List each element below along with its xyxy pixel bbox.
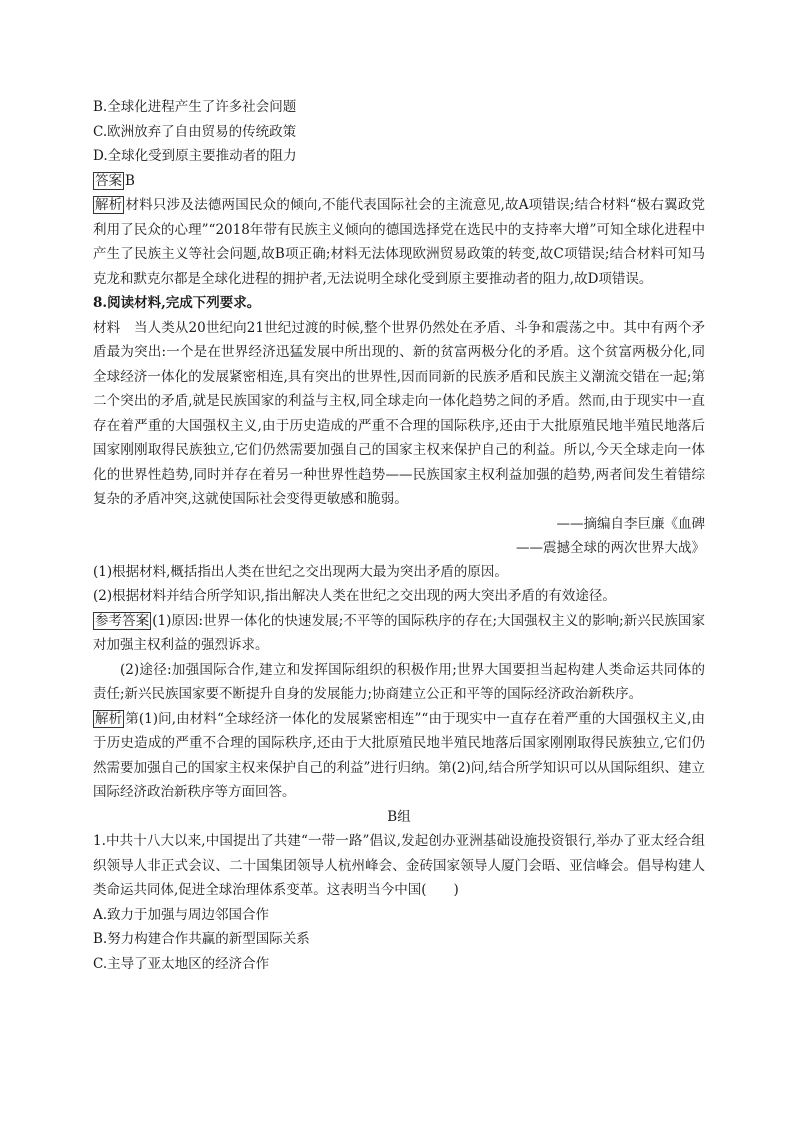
analysis-text: 材料只涉及法德两国民众的倾向,不能代表国际社会的主流意见,故A项错误;结合材料“极右翼政党利用了民众的心理”“2018年带有民族主义倾向的德国选择党在选民中的支持率大增”可知全球化进程中产生了民族主义等社会问题,故B项正确;材料无法体现欧洲贸易政策的转变,故C项错误;结合材料可知马克龙和默克尔都是全球化进程的拥护者,无法说明全球化受到原主要推动者的阻力,故D项错误。 [93,197,706,287]
answer-value: B [125,172,135,189]
material-text: 当人类从20世纪向21世纪过渡的时候,整个世界仍然处在矛盾、斗争和震荡之中。其中有两个矛盾最为突出:一个是在世界经济迅猛发展中所出现的、新的贫富两极分化的矛盾。这个贫富两极分化,同全球经济一体化的发展紧密相连,具有突出的世界性,因而同新的民族矛盾和民族主义潮流交错在一起;第二个突出的矛盾,就是民族国家的利益与主权,同全球走向一体化趋势之间的矛盾。然而,由于现实中一直存在着严重的大国强权主义,由于历史造成的严重不合理的国际秩序,还由于大批原殖民地半殖民地落后国家刚刚取得民族独立,它们仍然需要加强自己的国家主权来保护自己的利益。所以,今天全球走向一体化的世界性趋势,同时并存在着另一种世界性趋势——民族国家主权利益加强的趋势,两者间发生着错综复杂的矛盾冲突,这就使国际社会变得更敏感和脆弱。 [93,319,706,507]
b-q1-option-b: B.努力构建合作共赢的新型国际关系 [93,931,310,947]
q8-ref-answer-2: (2)途径:加强国际合作,建立和发挥国际组织的积极作用;世界大国要担当起构建人类命运共同体的责任;新兴民族国家要不断提升自身的发展能力;协商建立公正和平等的国际经济政治新秩序。 [93,661,705,702]
group-b-heading: B组 [387,808,411,825]
document-page [93,95,705,976]
q8-analysis [93,707,705,805]
material-label: 材料 [93,319,121,336]
q8-analysis-text: 第(1)问,由材料“全球经济一体化的发展紧密相连”“由于现实中一直存在着严重的大国强权主义,由于历史造成的严重不合理的国际秩序,还由于大批原殖民地半殖民地落后国家刚刚取得民族独立,它们仍然需要加强自己的国家主权来保护自己的利益”进行归纳。第(2)问,结合所学知识可以从国际组织、建立国际经济政治新秩序等方面回答。 [93,710,705,800]
q7-analysis [93,193,705,291]
material-source-2: ——震撼全球的两次世界大战》 [516,539,705,556]
q7-option-c: C.欧洲放弃了自由贸易的传统政策 [93,123,297,140]
ref-answer-tag: 参考答案 [95,612,150,629]
answer-tag: 答案 [95,172,122,189]
b-q1-stem: 1.中共十八大以来,中国提出了共建“一带一路”倡议,发起创办亚洲基础设施投资银行,举办了亚太经合组织领导人非正式会议、二十国集团领导人杭州峰会、金砖国家领导人厦门会晤、亚信峰会。倡导构建人类命运共同体,促进全球治理体系变革。这表明当今中国( ) [93,833,705,898]
material-source-1: ——摘编自李巨廉《血碑 [556,515,705,532]
q8-sub2: (2)根据材料并结合所学知识,指出解决人类在世纪之交出现的两大突出矛盾的有效途径。 [93,588,616,604]
q8-stem: 8.阅读材料,完成下列要求。 [93,295,261,311]
q7-option-d: D.全球化受到原主要推动者的阻力 [93,148,297,164]
analysis-tag: 解析 [95,197,123,213]
q8-material [93,316,705,512]
q8-analysis-tag: 解析 [95,710,123,727]
q8-ref-answer-1 [93,609,705,658]
b-q1-option-a: A.致力于加强与周边邻国合作 [93,906,270,923]
b-q1-option-c: C.主导了亚太地区的经济合作 [93,955,270,972]
q8-sub1: (1)根据材料,概括指出人类在世纪之交出现两大最为突出矛盾的原因。 [93,563,508,580]
q7-answer [93,169,705,194]
ref-answer-1-text: (1)原因:世界一体化的快速发展;不平等的国际秩序的存在;大国强权主义的影响;新兴民族国家对加强主权利益的强烈诉求。 [93,612,705,653]
q7-option-b: B.全球化进程产生了许多社会问题 [93,99,297,115]
